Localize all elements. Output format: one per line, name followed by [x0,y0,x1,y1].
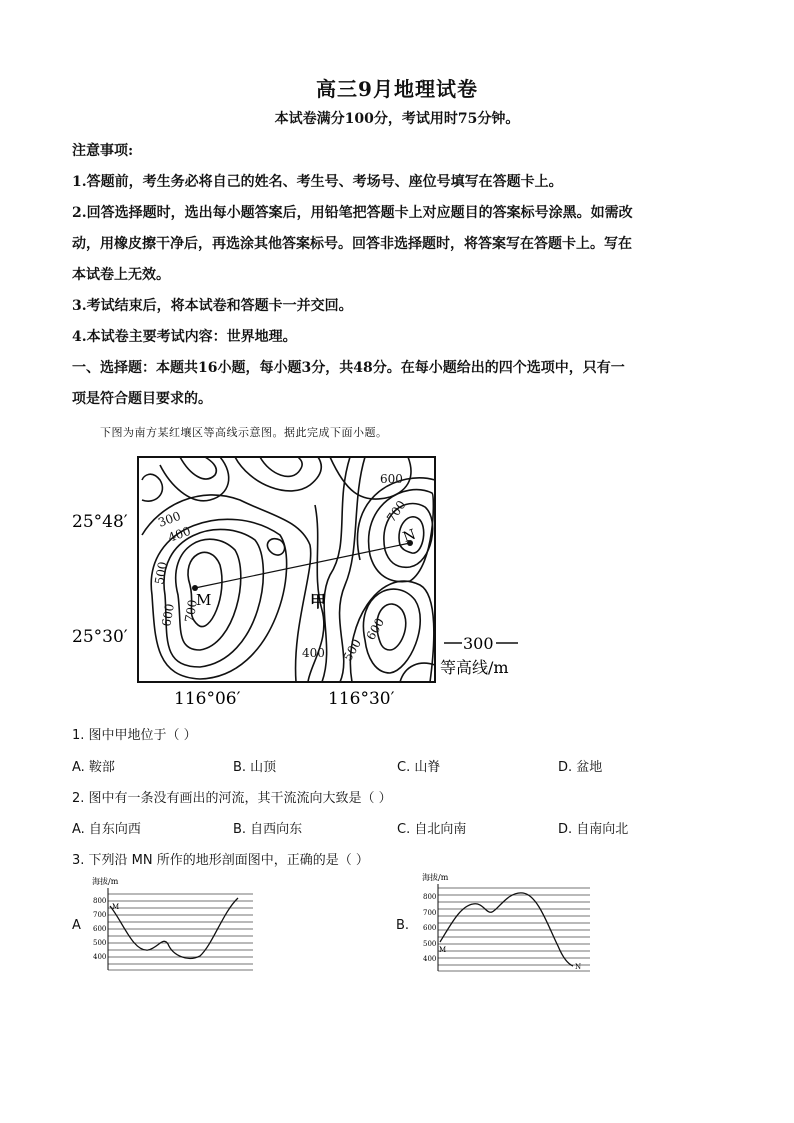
option-d[interactable]: D. 盆地 [558,760,603,775]
profile-gridlines [438,888,590,971]
profile-tick: 500 [423,940,437,948]
place-jia-label: 甲 [310,592,327,611]
lat-label-top: 25°48′ [72,512,128,532]
profile-tick: 400 [93,953,107,961]
note-line: 3.考试结束后，将本试卷和答题卡一并交回。 [72,298,353,314]
point-n-label: N [401,526,419,546]
option-b[interactable]: B. 山顶 [233,760,277,775]
profile-curve [110,898,238,958]
note-line: 4.本试卷主要考试内容：世界地理。 [72,329,297,345]
note-line: 本试卷上无效。 [72,267,170,283]
contour-label: 400 [302,646,325,660]
option-c[interactable]: C. 自北向南 [397,822,467,837]
legend-label: 等高线/m [440,658,509,677]
note-line: 2.回答选择题时，选出每小题答案后，用铅笔把答题卡上对应题目的答案标号涂黑。如需改 [72,205,633,221]
profile-start-label: M [439,946,447,954]
profile-tick: 500 [93,939,107,947]
mn-line [195,543,410,588]
profile-tick: 800 [423,893,437,901]
profile-curve [440,893,573,966]
question-1-stem: 1. 图中甲地位于（ ） [72,728,197,743]
question-2-stem: 2. 图中有一条没有画出的河流，其干流流向大致是（ ） [72,791,392,806]
contour-label: 600 [363,615,388,643]
profile-end-label: N [575,963,582,971]
contour-label: 600 [380,472,403,486]
contour-map [60,445,540,715]
option-a[interactable]: A. 鞍部 [72,760,115,775]
exam-info: 本试卷满分100分，考试用时75分钟。 [274,111,520,127]
profile-chart-b [418,866,593,974]
contour-lines [142,457,435,682]
contour-label: 500 [152,560,170,586]
contour-label: 400 [166,523,193,545]
profile-tick: 600 [93,925,107,933]
contour-label: 600 [159,602,177,628]
map-caption: 下图为南方某红壤区等高线示意图。据此完成下面小题。 [100,426,388,439]
question-3-stem: 3. 下列沿 MN 所作的地形剖面图中，正确的是（ ） [72,853,369,868]
contour-label: 700 [182,598,200,624]
profile-tick: 700 [93,911,107,919]
notes-heading: 注意事项: [72,143,134,159]
point-m-label: M [196,591,212,609]
option-b[interactable]: B. [396,918,410,933]
contour-label: 500 [340,636,365,664]
profile-chart-a [88,872,258,974]
option-a[interactable]: A [72,918,81,933]
profile-start-label: M [112,903,120,911]
option-d[interactable]: D. 自南向北 [558,822,629,837]
option-a[interactable]: A. 自东向西 [72,822,141,837]
profile-ylabel: 海拔/m [422,873,449,882]
note-line: 动，用橡皮擦干净后，再选涂其他答案标号。回答非选择题时，将答案写在答题卡上。写在 [72,236,632,252]
profile-tick: 400 [423,955,437,963]
section-heading: 一、选择题：本题共16小题，每小题3分，共48分。在每小题给出的四个选项中，只有一 [72,360,625,376]
profile-tick: 600 [423,924,437,932]
contour-label: 300 [156,508,183,530]
page-title: 高三9月地理试卷 [316,77,478,101]
section-heading-cont: 项是符合题目要求的。 [72,391,212,407]
option-c[interactable]: C. 山脊 [397,760,441,775]
profile-tick: 700 [423,909,437,917]
lon-label-right: 116°30′ [328,689,395,709]
profile-tick: 800 [93,897,107,905]
contour-label: 700 [383,497,409,525]
option-b[interactable]: B. 自西向东 [233,822,303,837]
note-line: 1.答题前，考生务必将自己的姓名、考生号、考场号、座位号填写在答题卡上。 [72,174,563,190]
profile-ylabel: 海拔/m [92,877,119,886]
lat-label-bottom: 25°30′ [72,627,128,647]
legend-value: 300 [463,634,494,653]
lon-label-left: 116°06′ [174,689,241,709]
